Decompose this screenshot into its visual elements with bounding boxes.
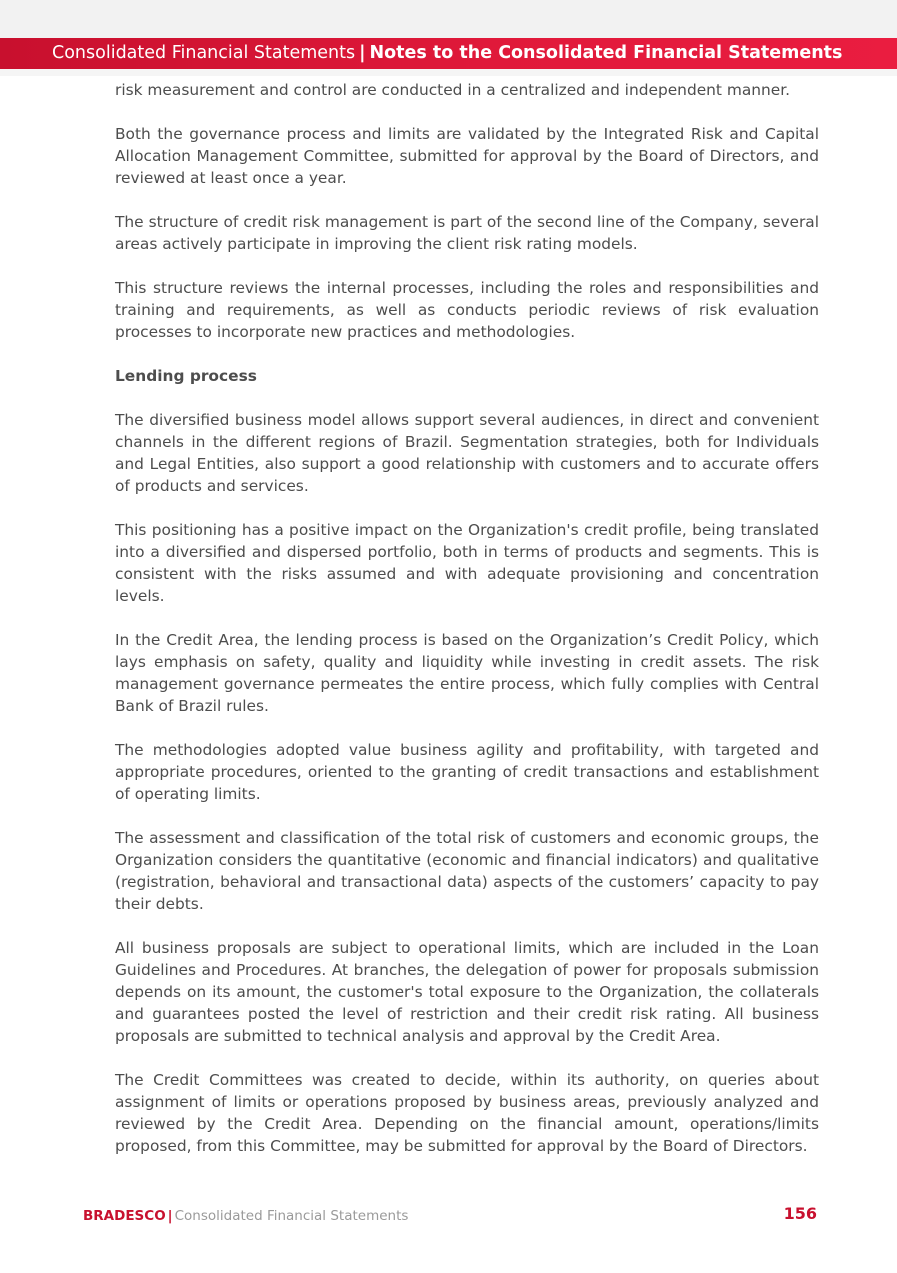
top-margin-band xyxy=(0,0,897,38)
page-footer xyxy=(83,1205,817,1227)
header-shadow-band xyxy=(0,69,897,76)
footer-brand: BRADESCO xyxy=(83,1208,166,1224)
paragraph: This structure reviews the internal processes, including the roles and responsibilities and training and requirements, as well as conducts periodic reviews of risk evaluation processes to incorporate new practices and methodologies. xyxy=(115,279,819,341)
header-section-title: Notes to the Consolidated Financial Statements xyxy=(369,43,843,63)
page-header xyxy=(0,38,897,69)
header-title: Consolidated Financial Statements xyxy=(52,43,356,63)
paragraph: All business proposals are subject to operational limits, which are included in the Loan Guidelines and Procedures. At branches, the delegation of power for proposals submission depends on its amount, the customer's total exposure to the Organization, the collaterals and guarantees posted the level of restriction and their credit risk rating. All business proposals are submitted to technical analysis and approval by the Credit Area. xyxy=(115,939,819,1045)
section-heading: Lending process xyxy=(115,367,257,385)
paragraph: In the Credit Area, the lending process is based on the Organization’s Credit Policy, which lays emphasis on safety, quality and liquidity while investing in credit assets. The risk management governance permeates the entire process, which fully complies with Central Bank of Brazil rules. xyxy=(115,631,819,715)
page-number: 156 xyxy=(783,1204,817,1223)
footer-separator: | xyxy=(167,1208,173,1224)
paragraph: The assessment and classification of the total risk of customers and economic groups, the Organization considers the quantitative (economic and financial indicators) and qualitative (registration, behavioral and transactional data) aspects of the customers’ capacity to pay their debts. xyxy=(115,829,819,913)
paragraph: The structure of credit risk management is part of the second line of the Company, several areas actively participate in improving the client risk rating models. xyxy=(115,213,819,253)
paragraph: The diversified business model allows support several audiences, in direct and convenient channels in the different regions of Brazil. Segmentation strategies, both for Individuals and Legal Entities, also support a good relationship with customers and to accurate offers of products and services. xyxy=(115,411,819,495)
paragraph: The methodologies adopted value business agility and profitability, with targeted and appropriate procedures, oriented to the granting of credit transactions and establishment of operating limits. xyxy=(115,741,819,803)
paragraph: This positioning has a positive impact on the Organization's credit profile, being translated into a diversified and dispersed portfolio, both in terms of products and segments. This is consistent with the risks assumed and with adequate provisioning and concentration levels. xyxy=(115,521,819,605)
paragraph: risk measurement and control are conducted in a centralized and independent manner. xyxy=(115,81,791,99)
paragraph: The Credit Committees was created to decide, within its authority, on queries about assignment of limits or operations proposed by business areas, previously analyzed and reviewed by the Credit Area. Depending on the financial amount, operations/limits proposed, from this Committee, may be submitted for approval by the Board of Directors. xyxy=(115,1071,819,1155)
paragraph: Both the governance process and limits are validated by the Integrated Risk and Capital Allocation Management Committee, submitted for approval by the Board of Directors, and reviewed at least once a year. xyxy=(115,125,819,187)
document-body xyxy=(115,79,819,1179)
header-separator: | xyxy=(359,43,366,63)
footer-title: Consolidated Financial Statements xyxy=(174,1208,409,1224)
